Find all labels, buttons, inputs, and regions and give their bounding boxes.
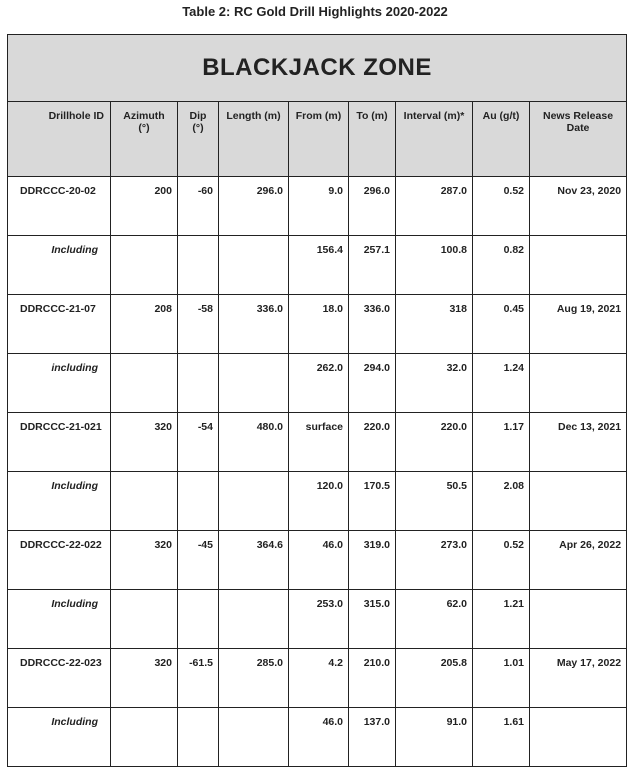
cell-to: 137.0: [349, 708, 396, 767]
cell-au: 0.45: [473, 295, 530, 354]
cell-interval: 91.0: [396, 708, 473, 767]
cell-interval: 100.8: [396, 236, 473, 295]
cell-news-release-date: Aug 19, 2021: [530, 295, 627, 354]
cell-to: 315.0: [349, 590, 396, 649]
cell-interval: 62.0: [396, 590, 473, 649]
cell-drillhole-id: Including: [8, 590, 111, 649]
cell-from: 46.0: [289, 531, 349, 590]
cell-au: 0.52: [473, 177, 530, 236]
cell-azimuth: [111, 708, 178, 767]
drill-highlights-table: [7, 34, 627, 767]
cell-from: 156.4: [289, 236, 349, 295]
cell-interval: 273.0: [396, 531, 473, 590]
cell-from: 9.0: [289, 177, 349, 236]
cell-news-release-date: [530, 708, 627, 767]
cell-to: 210.0: [349, 649, 396, 708]
cell-news-release-date: [530, 590, 627, 649]
cell-news-release-date: Dec 13, 2021: [530, 413, 627, 472]
cell-to: 257.1: [349, 236, 396, 295]
header-news-release-date: News Release Date: [530, 102, 627, 177]
cell-drillhole-id: DDRCCC-22-022: [8, 531, 111, 590]
cell-drillhole-id: DDRCCC-21-07: [8, 295, 111, 354]
table-row: [8, 531, 627, 590]
cell-azimuth: [111, 354, 178, 413]
cell-length: 336.0: [219, 295, 289, 354]
header-drillhole-id: Drillhole ID: [8, 102, 111, 177]
cell-length: 364.6: [219, 531, 289, 590]
cell-from: 18.0: [289, 295, 349, 354]
cell-length: [219, 590, 289, 649]
cell-drillhole-id: DDRCCC-22-023: [8, 649, 111, 708]
table-row: [8, 236, 627, 295]
cell-length: [219, 708, 289, 767]
cell-au: 2.08: [473, 472, 530, 531]
cell-news-release-date: Nov 23, 2020: [530, 177, 627, 236]
cell-azimuth: [111, 236, 178, 295]
header-interval: Interval (m)*: [396, 102, 473, 177]
cell-au: 1.24: [473, 354, 530, 413]
table-row: [8, 708, 627, 767]
table-row: [8, 177, 627, 236]
cell-azimuth: [111, 472, 178, 531]
cell-news-release-date: [530, 236, 627, 295]
cell-interval: 205.8: [396, 649, 473, 708]
zone-title: BLACKJACK ZONE: [202, 54, 432, 81]
cell-au: 1.61: [473, 708, 530, 767]
cell-from: 262.0: [289, 354, 349, 413]
cell-length: [219, 472, 289, 531]
cell-drillhole-id: Including: [8, 708, 111, 767]
cell-to: 220.0: [349, 413, 396, 472]
table-caption: Table 2: RC Gold Drill Highlights 2020-2022: [182, 4, 448, 19]
cell-dip: -61.5: [178, 649, 219, 708]
header-azimuth: Azimuth (°): [111, 102, 178, 177]
cell-au: 1.17: [473, 413, 530, 472]
cell-drillhole-id: Including: [8, 472, 111, 531]
cell-drillhole-id: DDRCCC-21-021: [8, 413, 111, 472]
cell-au: 1.01: [473, 649, 530, 708]
cell-length: [219, 236, 289, 295]
cell-length: 480.0: [219, 413, 289, 472]
cell-interval: 287.0: [396, 177, 473, 236]
cell-news-release-date: May 17, 2022: [530, 649, 627, 708]
cell-from: 253.0: [289, 590, 349, 649]
cell-length: 285.0: [219, 649, 289, 708]
header-row: [8, 102, 627, 177]
cell-au: 0.82: [473, 236, 530, 295]
cell-length: 296.0: [219, 177, 289, 236]
cell-from: 120.0: [289, 472, 349, 531]
cell-drillhole-id: Including: [8, 236, 111, 295]
header-to: To (m): [349, 102, 396, 177]
header-from: From (m): [289, 102, 349, 177]
cell-azimuth: 208: [111, 295, 178, 354]
cell-dip: -45: [178, 531, 219, 590]
table-row: [8, 295, 627, 354]
cell-to: 294.0: [349, 354, 396, 413]
cell-interval: 32.0: [396, 354, 473, 413]
zone-title-cell: [8, 35, 627, 102]
cell-azimuth: 320: [111, 649, 178, 708]
cell-to: 296.0: [349, 177, 396, 236]
table-row: [8, 590, 627, 649]
cell-news-release-date: Apr 26, 2022: [530, 531, 627, 590]
header-dip: Dip (°): [178, 102, 219, 177]
header-au: Au (g/t): [473, 102, 530, 177]
cell-to: 319.0: [349, 531, 396, 590]
cell-dip: -58: [178, 295, 219, 354]
cell-news-release-date: [530, 472, 627, 531]
cell-from: 4.2: [289, 649, 349, 708]
cell-au: 1.21: [473, 590, 530, 649]
table-row: [8, 413, 627, 472]
cell-news-release-date: [530, 354, 627, 413]
cell-to: 170.5: [349, 472, 396, 531]
cell-interval: 50.5: [396, 472, 473, 531]
cell-dip: -60: [178, 177, 219, 236]
cell-au: 0.52: [473, 531, 530, 590]
cell-interval: 318: [396, 295, 473, 354]
cell-azimuth: [111, 590, 178, 649]
cell-interval: 220.0: [396, 413, 473, 472]
cell-drillhole-id: DDRCCC-20-02: [8, 177, 111, 236]
table-row: [8, 649, 627, 708]
cell-dip: [178, 590, 219, 649]
table-row: [8, 472, 627, 531]
cell-dip: [178, 708, 219, 767]
cell-dip: [178, 472, 219, 531]
cell-azimuth: 320: [111, 531, 178, 590]
cell-dip: [178, 236, 219, 295]
cell-dip: [178, 354, 219, 413]
cell-length: [219, 354, 289, 413]
cell-drillhole-id: including: [8, 354, 111, 413]
cell-from: 46.0: [289, 708, 349, 767]
cell-to: 336.0: [349, 295, 396, 354]
cell-azimuth: 200: [111, 177, 178, 236]
table-row: [8, 354, 627, 413]
cell-azimuth: 320: [111, 413, 178, 472]
header-length: Length (m): [219, 102, 289, 177]
cell-dip: -54: [178, 413, 219, 472]
cell-from: surface: [289, 413, 349, 472]
